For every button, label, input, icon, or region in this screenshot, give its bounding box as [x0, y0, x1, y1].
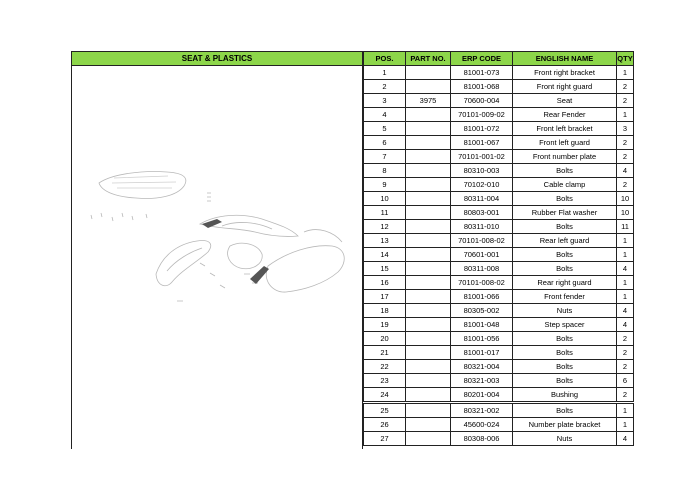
cell-english-name: Front number plate [513, 150, 617, 164]
cell-pos: 4 [364, 108, 406, 122]
cell-erp-code: 70101-008-02 [451, 234, 513, 248]
table-row [364, 374, 634, 388]
cell-pos: 17 [364, 290, 406, 304]
table-row [364, 332, 634, 346]
table-row [364, 318, 634, 332]
cell-english-name: Rubber Flat washer [513, 206, 617, 220]
cell-erp-code: 80321-003 [451, 374, 513, 388]
table-row [364, 304, 634, 318]
cell-qty: 2 [617, 388, 634, 403]
cell-erp-code: 80321-002 [451, 403, 513, 418]
cell-english-name: Bolts [513, 192, 617, 206]
cell-erp-code: 70101-009-02 [451, 108, 513, 122]
cell-erp-code: 80308-006 [451, 432, 513, 446]
table-row [364, 80, 634, 94]
cell-qty: 4 [617, 432, 634, 446]
cell-pos: 26 [364, 418, 406, 432]
cell-part-no [406, 276, 451, 290]
cell-pos: 25 [364, 403, 406, 418]
number-plate-drawing [228, 243, 263, 269]
cell-part-no [406, 108, 451, 122]
cell-part-no [406, 234, 451, 248]
cell-pos: 1 [364, 66, 406, 80]
cell-erp-code: 80311-008 [451, 262, 513, 276]
cell-part-no [406, 206, 451, 220]
cell-pos: 9 [364, 178, 406, 192]
table-row [364, 94, 634, 108]
cell-erp-code: 70600-004 [451, 94, 513, 108]
rear-fender-drawing [200, 215, 298, 236]
cell-qty: 2 [617, 178, 634, 192]
cell-pos: 3 [364, 94, 406, 108]
parts-sheet [71, 51, 633, 449]
cell-english-name: Nuts [513, 432, 617, 446]
cell-part-no [406, 290, 451, 304]
cell-erp-code: 81001-072 [451, 122, 513, 136]
cell-english-name: Nuts [513, 304, 617, 318]
cell-pos: 23 [364, 374, 406, 388]
table-row [364, 388, 634, 403]
side-guard-drawing [266, 246, 344, 292]
cell-english-name: Seat [513, 94, 617, 108]
cell-english-name: Cable clamp [513, 178, 617, 192]
cell-pos: 2 [364, 80, 406, 94]
seat-drawing [99, 171, 186, 198]
table-row [364, 150, 634, 164]
cell-erp-code: 81001-017 [451, 346, 513, 360]
cell-part-no [406, 80, 451, 94]
front-fender-drawing [156, 241, 211, 286]
cell-qty: 2 [617, 94, 634, 108]
cell-qty: 4 [617, 318, 634, 332]
cell-english-name: Number plate bracket [513, 418, 617, 432]
cell-erp-code: 80311-010 [451, 220, 513, 234]
cell-erp-code: 80201-004 [451, 388, 513, 403]
cell-pos: 12 [364, 220, 406, 234]
cell-erp-code: 80321-004 [451, 360, 513, 374]
cell-part-no [406, 248, 451, 262]
cell-erp-code: 81001-056 [451, 332, 513, 346]
column-header-erp-code: ERP CODE [451, 52, 513, 66]
cell-part-no [406, 192, 451, 206]
table-row [364, 234, 634, 248]
cell-erp-code: 70101-008-02 [451, 276, 513, 290]
cell-erp-code: 81001-048 [451, 318, 513, 332]
table-row [364, 192, 634, 206]
cell-english-name: Front right guard [513, 80, 617, 94]
cell-qty: 11 [617, 220, 634, 234]
cell-qty: 1 [617, 248, 634, 262]
cell-part-no [406, 432, 451, 446]
table-row [364, 432, 634, 446]
cell-qty: 2 [617, 346, 634, 360]
cell-pos: 13 [364, 234, 406, 248]
cell-pos: 24 [364, 388, 406, 403]
cell-qty: 1 [617, 276, 634, 290]
cell-qty: 1 [617, 234, 634, 248]
cell-pos: 21 [364, 346, 406, 360]
cell-english-name: Bolts [513, 403, 617, 418]
cell-english-name: Front left guard [513, 136, 617, 150]
table-row [364, 206, 634, 220]
cell-english-name: Bolts [513, 360, 617, 374]
table-header-row [364, 52, 634, 66]
cell-erp-code: 80311-004 [451, 192, 513, 206]
cell-erp-code: 45600-024 [451, 418, 513, 432]
cell-qty: 2 [617, 332, 634, 346]
column-header-qty: QTY [617, 52, 634, 66]
cell-qty: 4 [617, 164, 634, 178]
cell-pos: 11 [364, 206, 406, 220]
parts-table [363, 51, 634, 446]
cell-part-no [406, 318, 451, 332]
cell-english-name: Rear Fender [513, 108, 617, 122]
table-row [364, 418, 634, 432]
cell-english-name: Rear right guard [513, 276, 617, 290]
exploded-parts-drawing [72, 66, 362, 449]
cell-part-no [406, 403, 451, 418]
cell-erp-code: 81001-068 [451, 80, 513, 94]
column-header-english-name: ENGLISH NAME [513, 52, 617, 66]
cell-erp-code: 80305-002 [451, 304, 513, 318]
cell-pos: 8 [364, 164, 406, 178]
table-row [364, 164, 634, 178]
table-row [364, 360, 634, 374]
cell-english-name: Bolts [513, 262, 617, 276]
cell-erp-code: 80310-003 [451, 164, 513, 178]
cell-qty: 1 [617, 418, 634, 432]
cell-erp-code: 70101-001-02 [451, 150, 513, 164]
cell-part-no: 3975 [406, 94, 451, 108]
table-row [364, 248, 634, 262]
cell-part-no [406, 122, 451, 136]
cell-pos: 5 [364, 122, 406, 136]
cell-english-name: Front fender [513, 290, 617, 304]
cell-english-name: Bolts [513, 332, 617, 346]
parts-table-body [364, 66, 634, 446]
cell-qty: 6 [617, 374, 634, 388]
cell-english-name: Bushing [513, 388, 617, 403]
cell-qty: 10 [617, 206, 634, 220]
table-row [364, 122, 634, 136]
cell-qty: 2 [617, 80, 634, 94]
table-row [364, 276, 634, 290]
cell-part-no [406, 374, 451, 388]
cell-qty: 4 [617, 304, 634, 318]
cell-erp-code: 70601-001 [451, 248, 513, 262]
cell-english-name: Bolts [513, 164, 617, 178]
cell-pos: 14 [364, 248, 406, 262]
cell-qty: 3 [617, 122, 634, 136]
cell-english-name: Front left bracket [513, 122, 617, 136]
cell-pos: 16 [364, 276, 406, 290]
cell-part-no [406, 164, 451, 178]
cell-part-no [406, 346, 451, 360]
cell-english-name: Bolts [513, 374, 617, 388]
table-row [364, 108, 634, 122]
cell-erp-code: 81001-067 [451, 136, 513, 150]
cell-part-no [406, 66, 451, 80]
cell-erp-code: 70102-010 [451, 178, 513, 192]
cell-part-no [406, 178, 451, 192]
cell-english-name: Bolts [513, 346, 617, 360]
cell-english-name: Step spacer [513, 318, 617, 332]
cell-erp-code: 81001-066 [451, 290, 513, 304]
table-row [364, 66, 634, 80]
cell-pos: 6 [364, 136, 406, 150]
cell-part-no [406, 304, 451, 318]
cell-pos: 22 [364, 360, 406, 374]
cell-qty: 1 [617, 290, 634, 304]
cell-qty: 2 [617, 150, 634, 164]
section-title: SEAT & PLASTICS [71, 51, 363, 66]
cell-erp-code: 80803-001 [451, 206, 513, 220]
cell-part-no [406, 332, 451, 346]
cell-pos: 19 [364, 318, 406, 332]
cell-qty: 10 [617, 192, 634, 206]
table-row [364, 403, 634, 418]
column-header-part-no: PART NO. [406, 52, 451, 66]
cell-qty: 1 [617, 66, 634, 80]
table-row [364, 220, 634, 234]
cell-qty: 2 [617, 136, 634, 150]
table-row [364, 290, 634, 304]
exploded-view-diagram [71, 66, 363, 449]
cell-qty: 1 [617, 108, 634, 122]
cell-part-no [406, 388, 451, 403]
cell-part-no [406, 418, 451, 432]
cell-qty: 4 [617, 262, 634, 276]
cell-pos: 15 [364, 262, 406, 276]
cell-english-name: Bolts [513, 248, 617, 262]
bolt-drawings [91, 193, 211, 221]
cell-part-no [406, 262, 451, 276]
cell-part-no [406, 360, 451, 374]
cell-qty: 1 [617, 403, 634, 418]
cell-part-no [406, 150, 451, 164]
column-header-pos: POS. [364, 52, 406, 66]
cell-pos: 27 [364, 432, 406, 446]
cell-part-no [406, 136, 451, 150]
table-row [364, 136, 634, 150]
cell-pos: 18 [364, 304, 406, 318]
cell-english-name: Bolts [513, 220, 617, 234]
cell-qty: 2 [617, 360, 634, 374]
cell-pos: 7 [364, 150, 406, 164]
cell-english-name: Rear left guard [513, 234, 617, 248]
cell-pos: 10 [364, 192, 406, 206]
cell-part-no [406, 220, 451, 234]
cell-pos: 20 [364, 332, 406, 346]
table-row [364, 346, 634, 360]
table-row [364, 262, 634, 276]
table-row [364, 178, 634, 192]
cell-english-name: Front right bracket [513, 66, 617, 80]
cell-erp-code: 81001-073 [451, 66, 513, 80]
